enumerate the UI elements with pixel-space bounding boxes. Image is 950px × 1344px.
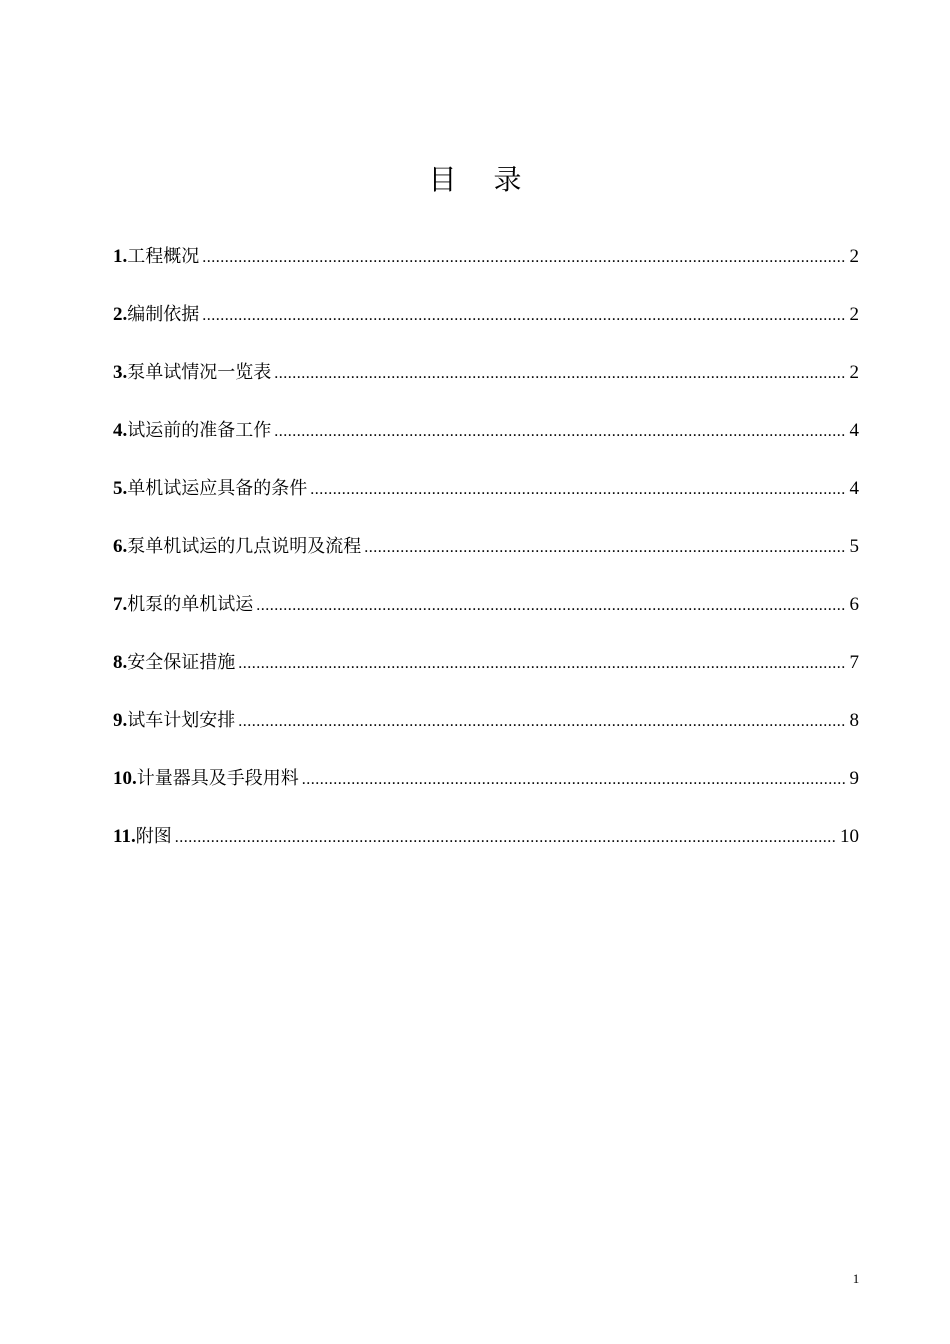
- toc-entry-label: 计量器具及手段用料: [136, 768, 299, 789]
- page-number: 1: [852, 1271, 860, 1286]
- toc-entry-label: 编制依据: [127, 304, 200, 325]
- toc-entry[interactable]: [113, 702, 859, 760]
- toc-entry[interactable]: [113, 528, 859, 586]
- toc-entry[interactable]: [113, 818, 859, 876]
- toc-entry-label: 试车计划安排: [127, 710, 236, 731]
- toc-entry[interactable]: [113, 412, 859, 470]
- toc-leader-dots: [238, 645, 845, 683]
- toc-entry-number: 4.: [113, 420, 128, 441]
- toc-entry-page: 8: [849, 710, 859, 731]
- toc-entry[interactable]: [113, 760, 859, 818]
- toc-entry-label: 安全保证措施: [127, 652, 236, 673]
- toc-leader-dots: [302, 761, 846, 799]
- toc-entry-number: 8.: [113, 652, 128, 673]
- toc-entry-page: 7: [849, 652, 859, 673]
- toc-entry-page: 2: [849, 304, 859, 325]
- toc-leader-dots: [274, 355, 845, 393]
- toc-entry-page: 4: [849, 478, 859, 499]
- toc-entry-label: 试运前的准备工作: [127, 420, 272, 441]
- toc-leader-dots: [274, 413, 845, 451]
- toc-entry-page: 2: [849, 362, 859, 383]
- toc-leader-dots: [256, 587, 845, 625]
- toc-entry-label: 泵单试情况一览表: [127, 362, 272, 383]
- toc-entry-number: 3.: [113, 362, 128, 383]
- toc-entry-number: 2.: [113, 304, 128, 325]
- toc-entry-label: 工程概况: [127, 246, 200, 267]
- toc-entry-label: 单机试运应具备的条件: [127, 478, 308, 499]
- toc-entry-page: 6: [849, 594, 859, 615]
- table-of-contents: [113, 238, 859, 876]
- toc-leader-dots: [202, 297, 845, 335]
- toc-entry-label: 机泵的单机试运: [127, 594, 254, 615]
- toc-entry-page: 9: [849, 768, 859, 789]
- toc-leader-dots: [238, 703, 845, 741]
- toc-entry-number: 1.: [113, 246, 128, 267]
- toc-entry-number: 10.: [113, 768, 137, 789]
- page-title: 目 录: [428, 163, 536, 196]
- toc-entry[interactable]: [113, 296, 859, 354]
- toc-entry[interactable]: [113, 354, 859, 412]
- toc-entry-label: 附图: [135, 826, 172, 847]
- toc-entry-page: 4: [849, 420, 859, 441]
- toc-entry-label: 泵单机试运的几点说明及流程: [127, 536, 362, 557]
- toc-entry-page: 10: [840, 826, 859, 847]
- toc-entry[interactable]: [113, 586, 859, 644]
- toc-leader-dots: [310, 471, 845, 509]
- toc-entry-number: 7.: [113, 594, 128, 615]
- toc-entry[interactable]: [113, 470, 859, 528]
- toc-leader-dots: [364, 529, 845, 567]
- toc-entry-page: 5: [849, 536, 859, 557]
- toc-leader-dots: [175, 819, 836, 857]
- toc-entry-number: 9.: [113, 710, 128, 731]
- toc-entry[interactable]: [113, 644, 859, 702]
- toc-entry-number: 6.: [113, 536, 128, 557]
- toc-entry[interactable]: [113, 238, 859, 296]
- toc-entry-page: 2: [849, 246, 859, 267]
- toc-entry-number: 5.: [113, 478, 128, 499]
- toc-leader-dots: [202, 239, 845, 277]
- toc-entry-number: 11.: [113, 826, 136, 847]
